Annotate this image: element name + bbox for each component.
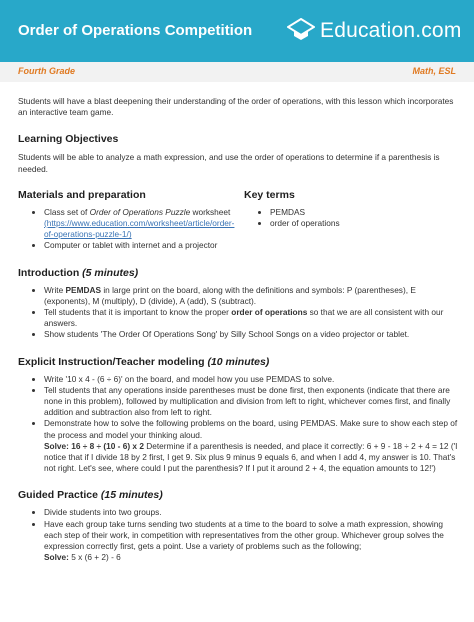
explicit-heading [18,356,458,369]
list-item: • Write '10 x 4 - (6 ÷ 6)' on the board, and model how you use PEMDAS to solve. [44,374,458,385]
guided-heading-text: Guided Practice [18,489,98,502]
guided-b2-text: Have each group take turns sending two students at a time to the board to solve a math expression, showing each step of their work, in competition with representatives from the other group. Whichever group solves the expression correctly first, gets a point. Use a variety of problems such as the following; [44,518,444,552]
key-terms-list [244,207,454,229]
worksheet-link[interactable]: (https://www.education.com/worksheet/article/order-of-operations-puzzle-1/) [44,218,235,240]
key-term-item: • order of operations [270,218,454,229]
worksheet-title: Order of Operations Puzzle [89,206,191,217]
logo-text: Education.com [320,19,462,42]
key-terms-heading: Key terms [244,188,295,201]
materials-terms-columns [18,189,458,252]
page-header [0,0,474,62]
grade-label: Fourth Grade [18,66,76,76]
list-item [44,307,458,329]
materials-section [18,189,244,252]
materials-item [44,207,244,241]
materials-item1-post: worksheet [190,206,231,217]
order-term: order of operations [231,307,308,318]
guided-time: (15 minutes) [100,489,163,502]
education-logo[interactable] [287,16,463,46]
introduction-heading [18,267,458,280]
explicit-heading-text: Explicit Instruction/Teacher modeling [18,355,205,368]
list-item: • Tell students that any operations inside parentheses must be done first, then exponents (indicate that there are none in this problem), followed by multiplication and division from left to right, whichever comes first, and finally addition and subtraction also from left to right. [44,385,458,419]
materials-item1-pre: Class set of [44,206,90,217]
lesson-content [18,96,458,563]
key-term-item: • PEMDAS [270,207,454,218]
intro-b2-pre: Tell students that it is important to know the proper [44,307,232,318]
list-item: • Show students 'The Order Of Operations Song' by Silly School Songs on a video projector or tablet. [44,329,458,340]
materials-heading: Materials and preparation [18,188,146,201]
explicit-solve-text: Determine if a parenthesis is needed, and place it correctly: 6 + 9 - 18 ÷ 2 + 4 = 12 ('I notice that if I divide 18 by 2 first, I get 9. Six plus 9 minus 9 equals 6, and when I add 4, my answer is 10. That's not right. Let's see, where could I put the parenthesis? If I put it around 2 + 4, the equation amounts to 12!') [44,440,458,474]
list-item: • Divide students into two groups. [44,507,458,518]
materials-item: • Computer or tablet with internet and a projector [44,240,244,251]
objectives-text: Students will be able to analyze a math expression, and use the order of operations to determine if a parenthesis is needed. [18,152,440,174]
guided-list [18,507,458,563]
intro-b1-post: in large print on the board, along with the definitions and symbols: P (parentheses), E (exponents), M (multiply), D (divide), A (add), S (subtract). [44,284,416,306]
explicit-list [18,374,458,475]
guided-solve-text: 5 x (6 + 2) - 6 [68,552,121,563]
list-item [44,285,458,307]
objectives-heading: Learning Objectives [18,133,119,146]
introduction-heading-text: Introduction [18,266,80,279]
lesson-meta-bar [0,62,474,82]
list-item [44,418,458,474]
explicit-time: (10 minutes) [207,355,270,368]
explicit-b3-text: Demonstrate how to solve the following problems on the board, using PEMDAS. Make sure to show each step of the process and model your thinking aloud. [44,418,458,440]
list-item [44,519,458,564]
key-terms-section [244,189,454,252]
guided-solve-label: Solve: [44,552,69,563]
logo-mark-icon [287,18,315,42]
page-title: Order of Operations Competition [18,22,253,39]
intro-b1-pre: Write [44,284,66,295]
introduction-time: (5 minutes) [82,266,139,279]
subject-label: Math, ESL [412,66,456,76]
introduction-list [18,285,458,341]
explicit-solve-label: Solve: 16 ÷ 8 ÷ (10 - 6) x 2 [44,440,144,451]
pemdas-term: PEMDAS [65,284,102,295]
guided-heading [18,489,458,502]
lesson-intro: Students will have a blast deepening their understanding of the order of operations, with this lesson which incorporates an interactive team game. [18,96,454,118]
intro-b2-post: so that we are all consistent with our answers. [44,307,444,329]
materials-list [18,207,244,252]
